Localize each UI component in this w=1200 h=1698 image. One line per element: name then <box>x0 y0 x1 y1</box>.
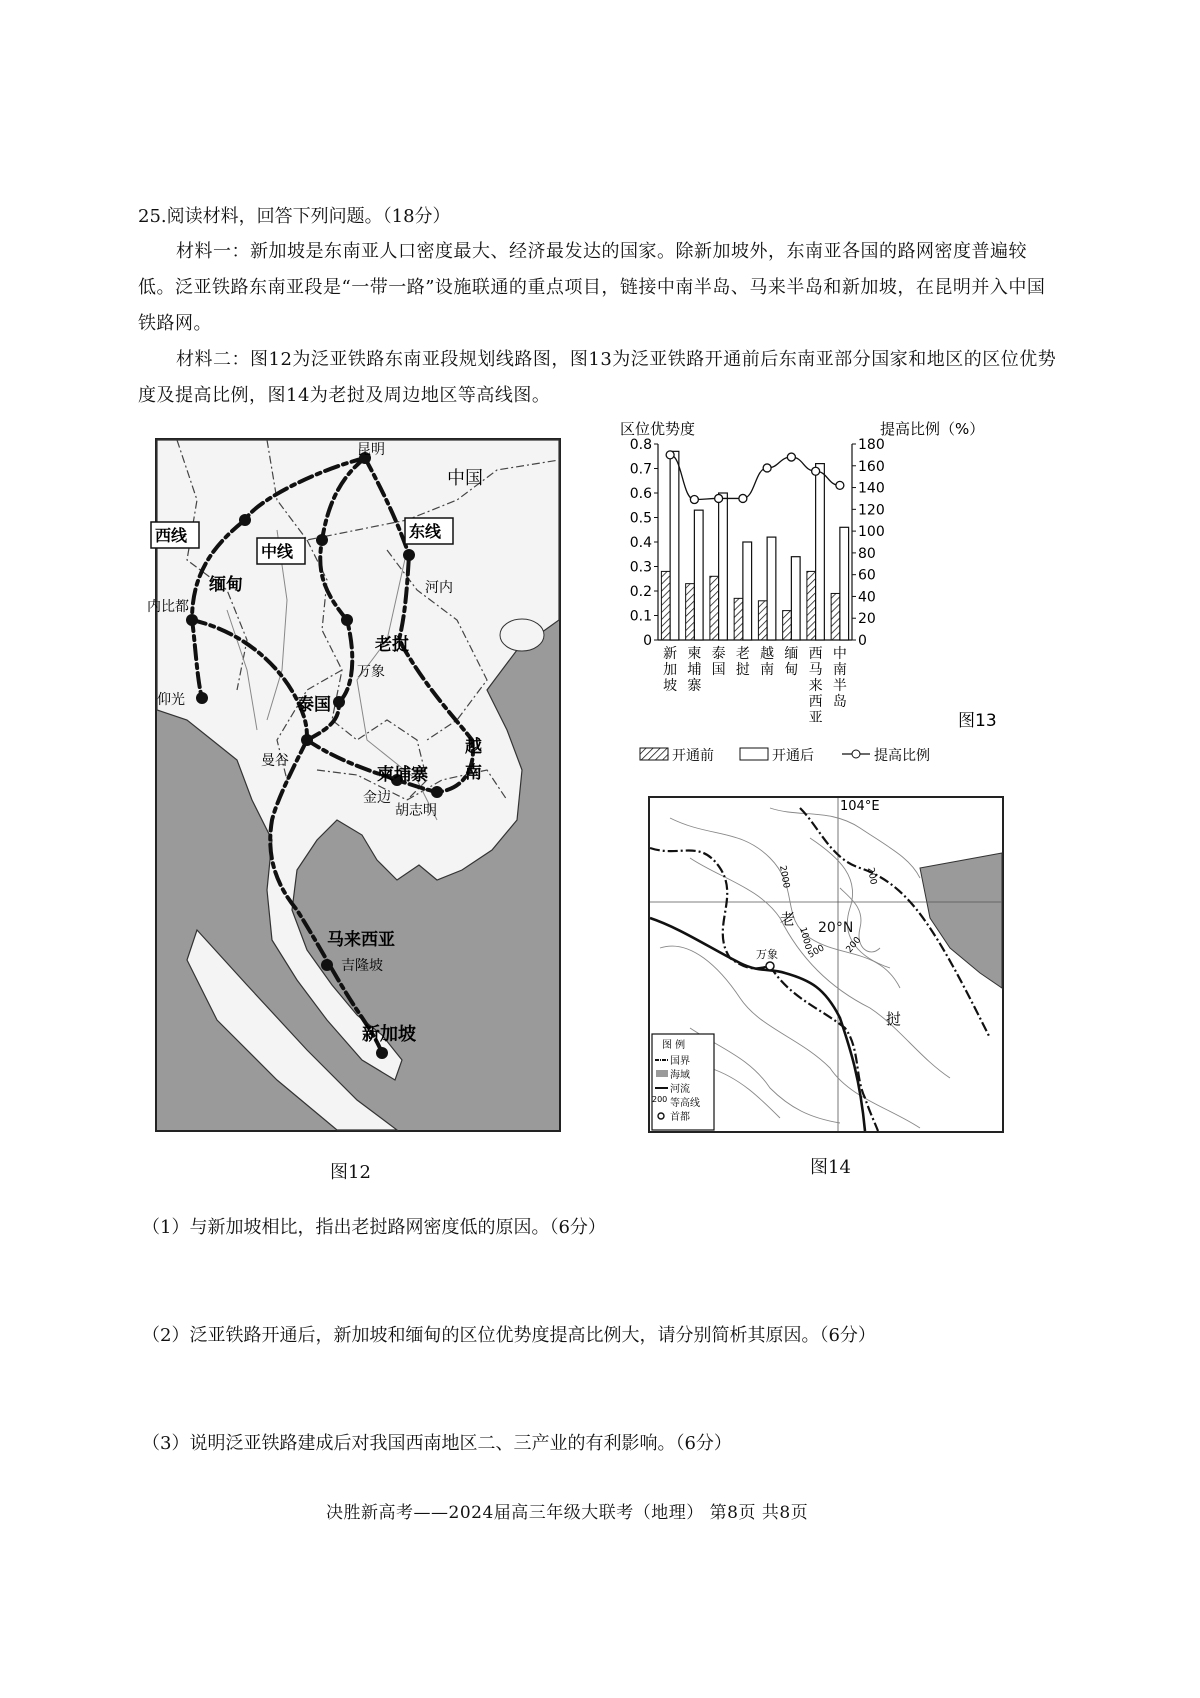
label-mid-line: 中线 <box>261 542 294 561</box>
label-yangon: 仰光 <box>157 692 185 708</box>
capital-label: 万象 <box>756 948 778 961</box>
label-west-line: 西线 <box>155 526 188 545</box>
ratio-point <box>812 467 820 475</box>
ratio-point <box>739 494 747 502</box>
figure-13-caption: 图13 <box>958 711 997 731</box>
category-label-char: 坡 <box>663 678 678 694</box>
category-label-char: 中 <box>832 646 847 662</box>
legend-before-label: 开通前 <box>672 748 714 764</box>
category-label-char: 西 <box>808 646 823 662</box>
left-tick-label: 0.6 <box>629 486 652 502</box>
left-tick-label: 0.4 <box>629 535 652 551</box>
material-two: 材料二：图12为泛亚铁路东南亚段规划线路图，图13为泛亚铁路开通前后东南亚部分国家和地区的区位优势度及提高比例，图14为老挝及周边地区等高线图。 <box>138 349 1057 406</box>
bar-after <box>694 510 703 640</box>
right-tick-label: 160 <box>858 458 885 475</box>
label-myanmar: 缅甸 <box>209 575 243 595</box>
legend-after-label: 开通后 <box>772 748 814 764</box>
category-label-char: 缅 <box>784 646 799 662</box>
label-naypyidaw: 内比都 <box>147 599 189 615</box>
legend-border: 国界 <box>670 1056 690 1067</box>
right-tick-label: 120 <box>858 502 885 519</box>
category-label-char: 甸 <box>784 662 799 678</box>
left-tick-label: 0.5 <box>629 510 652 527</box>
right-tick-label: 40 <box>858 589 876 606</box>
label-kl: 吉隆坡 <box>341 958 383 974</box>
category-label-char: 挝 <box>735 662 750 678</box>
label-bangkok: 曼谷 <box>261 753 289 769</box>
left-tick-label: 0.8 <box>629 437 652 453</box>
label-laos: 老挝 <box>375 635 409 655</box>
left-tick-label: 0.7 <box>629 461 652 478</box>
contour-label-2000: 2000 <box>777 864 791 890</box>
legend-before-swatch <box>640 748 668 760</box>
category-label-char: 泰 <box>711 646 726 662</box>
category-label-char: 西 <box>808 694 823 710</box>
bar-before <box>734 598 743 640</box>
label-phnompenh: 金边 <box>363 790 391 806</box>
left-tick-label: 0.2 <box>629 584 652 600</box>
contour-label-200b: 200 <box>844 935 864 955</box>
lat-label: 20°N <box>818 920 854 936</box>
ratio-line <box>670 455 840 500</box>
legend-contour: 等高线 <box>670 1098 700 1109</box>
chart-left-axis-title: 区位优势度 <box>620 420 696 438</box>
label-cambodia: 柬埔寨 <box>377 765 428 785</box>
category-label-char: 柬 <box>687 646 702 662</box>
right-tick-label: 20 <box>858 611 876 628</box>
contour-map-svg <box>650 798 1002 1131</box>
category-label-char: 越 <box>760 646 775 662</box>
bar-after <box>670 451 679 640</box>
capital-marker <box>766 962 774 970</box>
right-tick-label: 180 <box>858 437 885 453</box>
bar-before <box>831 593 840 640</box>
label-vientiane: 万象 <box>357 664 385 680</box>
category-label-char: 马 <box>808 662 823 678</box>
category-label-char: 半 <box>832 678 847 694</box>
bar-before <box>758 601 767 640</box>
category-label-char: 加 <box>663 662 678 678</box>
ratio-point <box>690 496 698 504</box>
label-kunming: 昆明 <box>357 442 385 458</box>
right-tick-label: 100 <box>858 524 885 541</box>
figure-12-railway-map <box>147 438 561 1132</box>
category-label-char: 新 <box>663 646 678 662</box>
ratio-point <box>787 453 795 461</box>
chart-right-axis-title: 提高比例（%） <box>880 420 985 438</box>
question-title: 25.阅读材料，回答下列问题。（18分） <box>138 206 451 227</box>
legend-contour-number: 200 <box>652 1095 668 1104</box>
map-legend <box>652 1034 714 1130</box>
contour-label-1000: 1000 <box>797 926 813 951</box>
bar-after <box>840 527 849 640</box>
figure-13-chart <box>620 420 1010 770</box>
label-vietnam-1: 越 <box>465 737 482 757</box>
figure-14-caption: 图14 <box>810 1157 851 1178</box>
label-hcmc: 胡志明 <box>395 803 437 819</box>
sub-question-3: （3）说明泛亚铁路建成后对我国西南地区二、三产业的有利影响。（6分） <box>142 1433 732 1454</box>
lon-label: 104°E <box>840 799 880 814</box>
ratio-point <box>836 481 844 489</box>
country-label-1: 老 <box>780 910 796 928</box>
right-tick-label: 80 <box>858 545 876 562</box>
bar-after <box>791 557 800 640</box>
bar-after <box>743 542 752 640</box>
ratio-point <box>666 451 674 459</box>
bar-before <box>710 576 719 640</box>
category-label-char: 老 <box>735 646 750 662</box>
material-one: 材料一：新加坡是东南亚人口密度最大、经济最发达的国家。除新加坡外，东南亚各国的路网密度普遍较低。泛亚铁路东南亚段是“一带一路”设施联通的重点项目，链接中南半岛、马来半岛和新加坡，在昆明并入中国铁路网。 <box>138 241 1046 334</box>
category-label-char: 亚 <box>808 710 823 726</box>
bar-after <box>767 537 776 640</box>
right-tick-label: 0 <box>858 633 867 649</box>
category-label-char: 南 <box>760 662 775 678</box>
railway-map-svg <box>147 440 559 1130</box>
label-singapore: 新加坡 <box>362 1024 416 1045</box>
category-label-char: 埔 <box>687 662 702 678</box>
label-hanoi: 河内 <box>425 580 453 596</box>
chart-svg <box>620 420 1010 770</box>
category-label-char: 岛 <box>832 694 847 710</box>
label-thailand: 泰国 <box>297 695 331 715</box>
category-label-char: 寨 <box>687 678 702 694</box>
figure-12-caption: 图12 <box>330 1162 371 1183</box>
figure-14-contour-map <box>648 796 1004 1133</box>
ratio-point <box>715 494 723 502</box>
left-tick-label: 0.1 <box>629 608 652 625</box>
left-tick-label: 0.3 <box>629 559 652 576</box>
bar-after <box>816 464 825 640</box>
label-east-line: 东线 <box>409 522 442 541</box>
label-vietnam-2: 南 <box>465 763 482 783</box>
legend-river: 河流 <box>670 1084 690 1095</box>
bar-before <box>661 571 670 640</box>
contour-label-500: 500 <box>806 943 827 961</box>
category-label-char: 南 <box>832 662 847 678</box>
label-china: 中国 <box>447 468 483 489</box>
bar-before <box>807 571 816 640</box>
legend-capital: 首都 <box>670 1112 690 1123</box>
left-tick-label: 0 <box>643 633 652 649</box>
legend-title: 图 例 <box>662 1040 686 1051</box>
right-tick-label: 140 <box>858 480 885 497</box>
legend-ratio-marker <box>852 750 860 758</box>
legend-after-swatch <box>740 748 768 760</box>
bar-before <box>783 611 792 640</box>
legend-sea: 海域 <box>670 1070 690 1081</box>
legend-ratio-label: 提高比例 <box>874 748 930 764</box>
label-malaysia: 马来西亚 <box>327 930 395 950</box>
bar-after <box>719 493 728 640</box>
bar-before <box>686 584 695 640</box>
sub-question-1: （1）与新加坡相比，指出老挝路网密度低的原因。（6分） <box>142 1217 606 1238</box>
sub-question-2: （2）泛亚铁路开通后，新加坡和缅甸的区位优势度提高比例大，请分别简析其原因。（6分） <box>142 1325 876 1346</box>
contour-label-200a: 200 <box>865 866 878 886</box>
category-label-char: 国 <box>711 662 726 678</box>
page-footer: 决胜新高考——2024届高三年级大联考（地理） 第8页 共8页 <box>326 1503 809 1523</box>
category-label-char: 来 <box>808 678 823 694</box>
ratio-point <box>763 464 771 472</box>
country-label-2: 挝 <box>886 1010 902 1028</box>
right-tick-label: 60 <box>858 567 876 584</box>
